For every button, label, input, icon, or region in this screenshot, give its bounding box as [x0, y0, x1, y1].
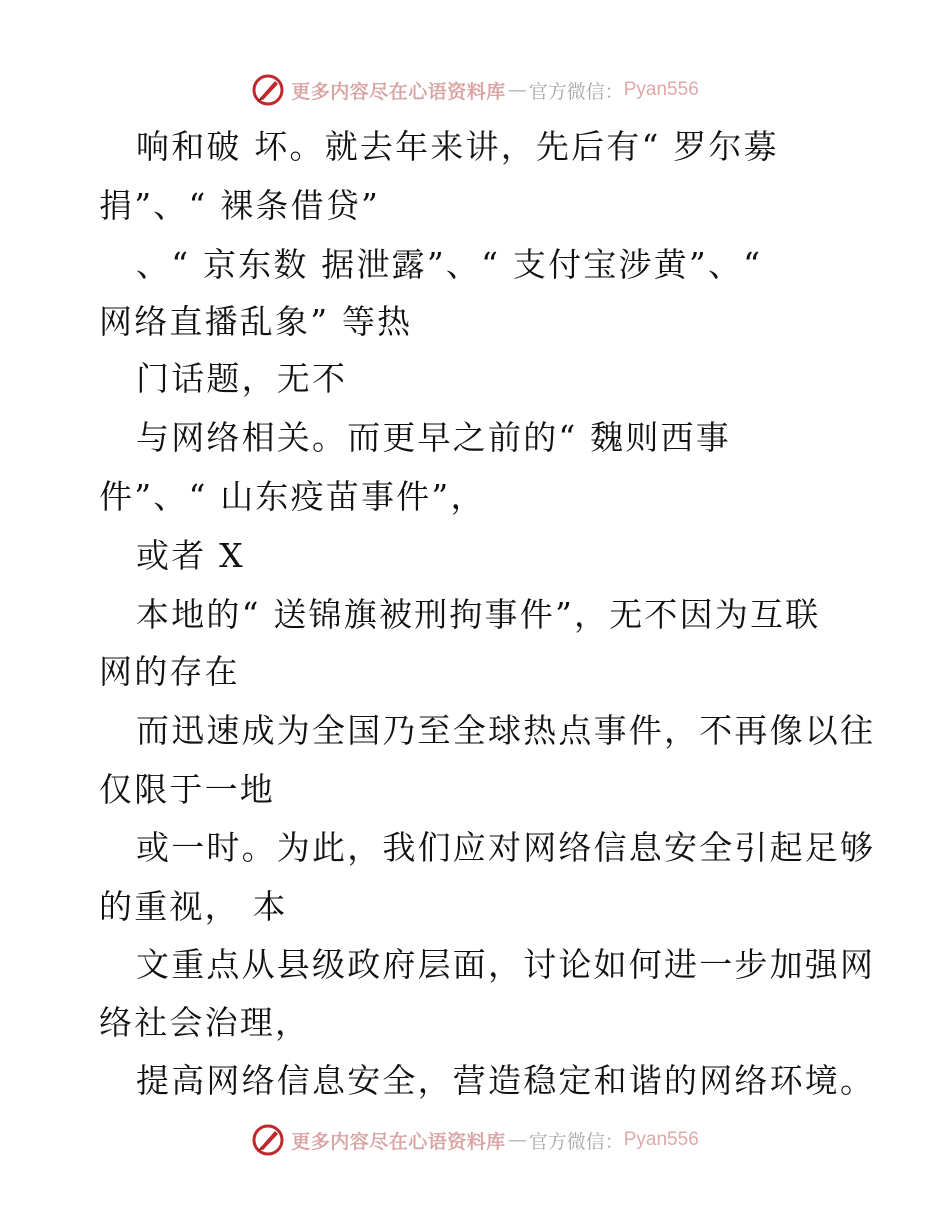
body-line: 网络直播乱象” 等热	[99, 302, 413, 341]
quill-logo-icon	[251, 1123, 285, 1157]
body-line: 或一时。为此，我们应对网络信息安全引起足够	[136, 828, 876, 867]
watermark-dash: —	[507, 1129, 527, 1151]
body-line: 捐”、“ 裸条借贷”	[99, 186, 381, 225]
watermark-account: Pyan556	[623, 1129, 699, 1150]
body-line: 响和破 坏。就去年来讲，先后有“ 罗尔募	[136, 127, 779, 166]
body-line: 门话题，无不	[136, 359, 348, 398]
watermark-site-text: 更多内容尽在心语资料库	[291, 80, 506, 103]
body-line: 件”、“ 山东疫苗事件”，	[99, 477, 486, 516]
watermark-account: Pyan556	[623, 79, 699, 100]
watermark-dash: —	[507, 79, 527, 101]
body-line: 络社会治理，	[99, 1003, 311, 1042]
footer-watermark	[0, 1120, 950, 1160]
body-line: 与网络相关。而更早之前的“ 魏则西事	[136, 418, 731, 457]
body-line: 本地的“ 送锦旗被刑拘事件”，无不因为互联	[136, 595, 821, 634]
watermark-official-label: 官方微信：	[528, 80, 624, 103]
body-line: 而迅速成为全国乃至全球热点事件，不再像以往	[136, 711, 876, 750]
body-line: 、“ 京东数 据泄露”、“ 支付宝涉黄”、“	[136, 245, 763, 284]
watermark-site-text: 更多内容尽在心语资料库	[291, 1130, 506, 1153]
watermark-official-label: 官方微信：	[528, 1130, 624, 1153]
body-line: 的重视， 本	[99, 887, 288, 926]
body-line: 或者 X	[136, 536, 245, 575]
body-line: 网的存在	[99, 652, 240, 691]
body-line: 提高网络信息安全，营造稳定和谐的网络环境。	[136, 1061, 876, 1100]
body-line: 仅限于一地	[99, 770, 275, 809]
body-line: 文重点从县级政府层面，讨论如何进一步加强网	[136, 945, 876, 984]
